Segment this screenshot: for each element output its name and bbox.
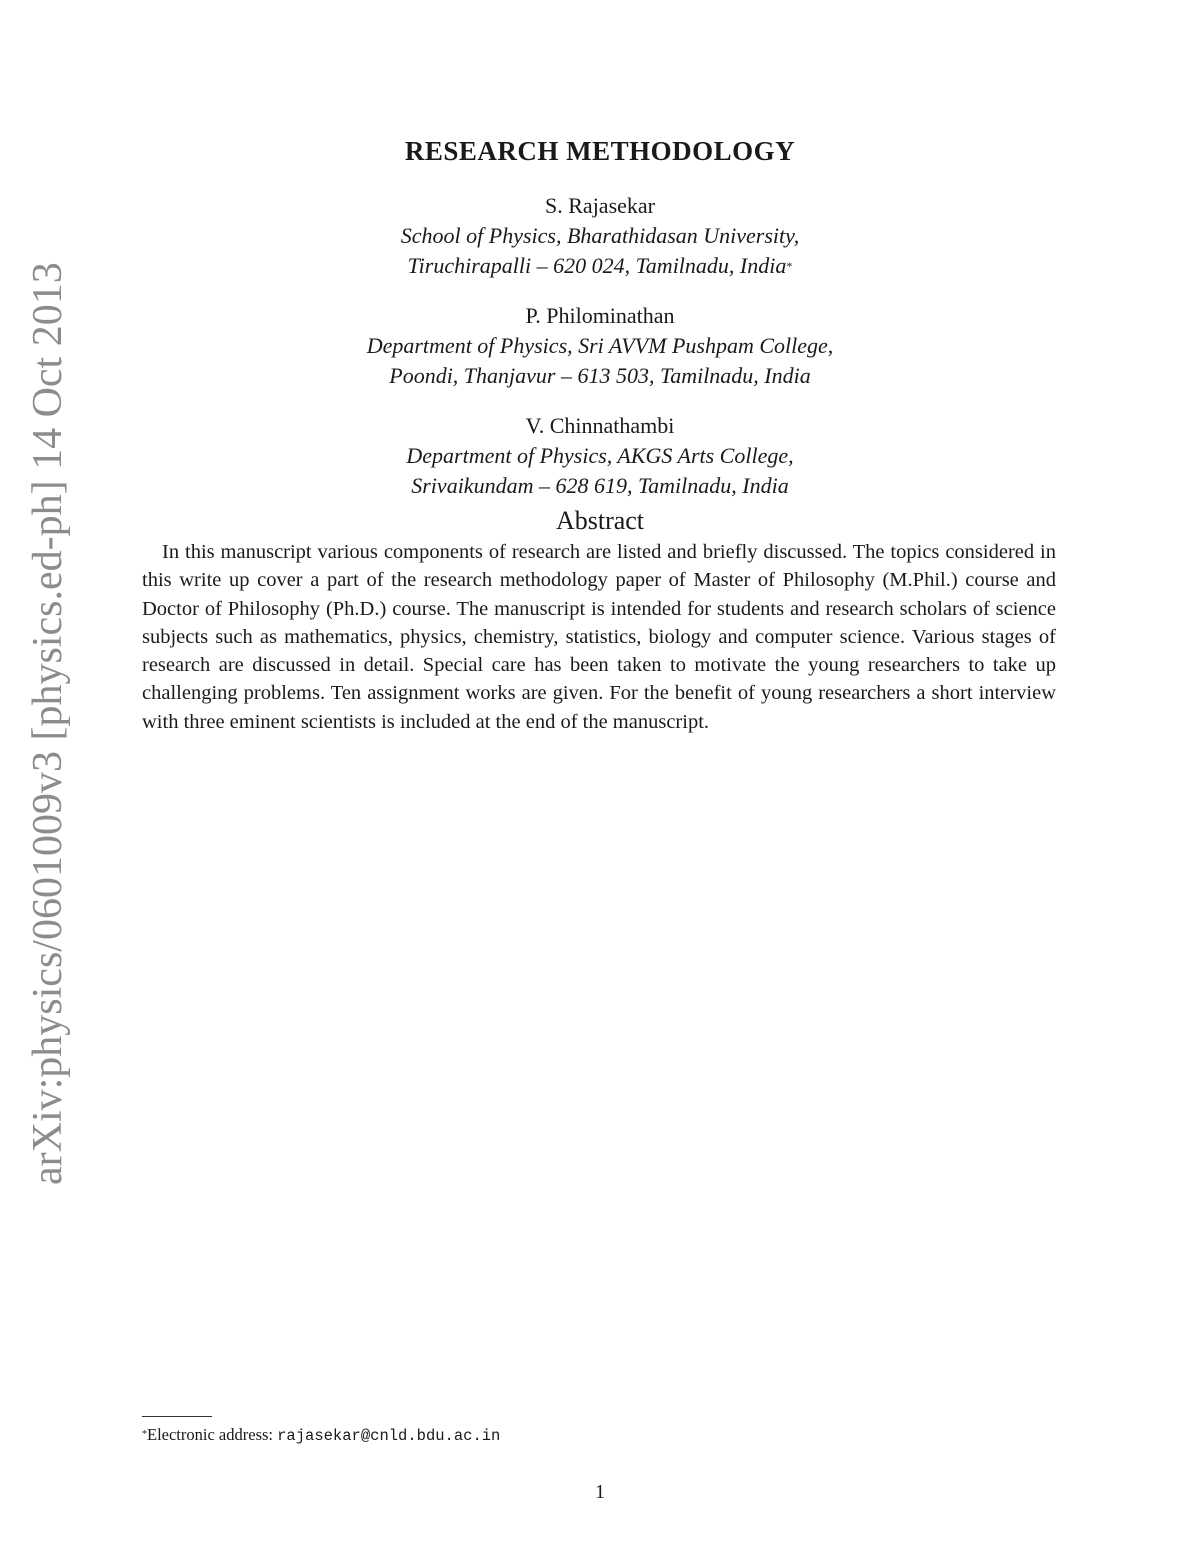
footnote: [142, 1424, 500, 1447]
arxiv-identifier-stamp: arXiv:physics/0601009v3 [physics.ed-ph] 14 Oct 2013: [25, 262, 71, 1185]
author-affiliation: School of Physics, Bharathidasan University,: [400, 223, 800, 248]
author-affiliation: Srivaikundam – 628 619, Tamilnadu, India: [411, 473, 789, 498]
footnote-mark: *: [142, 1429, 147, 1440]
author-name: S. Rajasekar: [545, 193, 655, 218]
author-block-3: [0, 411, 1200, 501]
author-affiliation: Department of Physics, Sri AVVM Pushpam College,: [366, 333, 834, 358]
footnote-mark: *: [786, 259, 793, 273]
page-number: 1: [595, 1481, 605, 1503]
abstract-heading: Abstract: [555, 506, 645, 535]
author-block-1: [0, 191, 1200, 281]
author-affiliation: Department of Physics, AKGS Arts College,: [406, 443, 794, 468]
author-name: V. Chinnathambi: [525, 413, 675, 438]
paper-title: RESEARCH METHODOLOGY: [404, 136, 796, 166]
footnote-label: Electronic address:: [147, 1425, 278, 1444]
author-block-2: [0, 301, 1200, 391]
footnote-divider: [142, 1416, 212, 1417]
author-name: P. Philominathan: [525, 303, 675, 328]
abstract-text: In this manuscript various components of research are listed and briefly discussed. The topics considered in this write up cover a part of the research methodology paper of Master of Philosophy (M.Phil.) course and Doctor of Philosophy (Ph.D.) course. The manuscript is intended for students and research scholars of science subjects such as mathematics, physics, chemistry, statistics, biology and computer science. Various stages of research are discussed in detail. Special care has been taken to motivate the young researchers to take up challenging problems. Ten assignment works are given. For the benefit of young researchers a short interview with three eminent scientists is included at the end of the manuscript.: [142, 541, 1056, 733]
author-affiliation: Tiruchirapalli – 620 024, Tamilnadu, India*: [407, 253, 793, 278]
email-address: rajasekar@cnld.bdu.ac.in: [277, 1427, 501, 1445]
author-affiliation: Poondi, Thanjavur – 613 503, Tamilnadu, India: [389, 363, 811, 388]
